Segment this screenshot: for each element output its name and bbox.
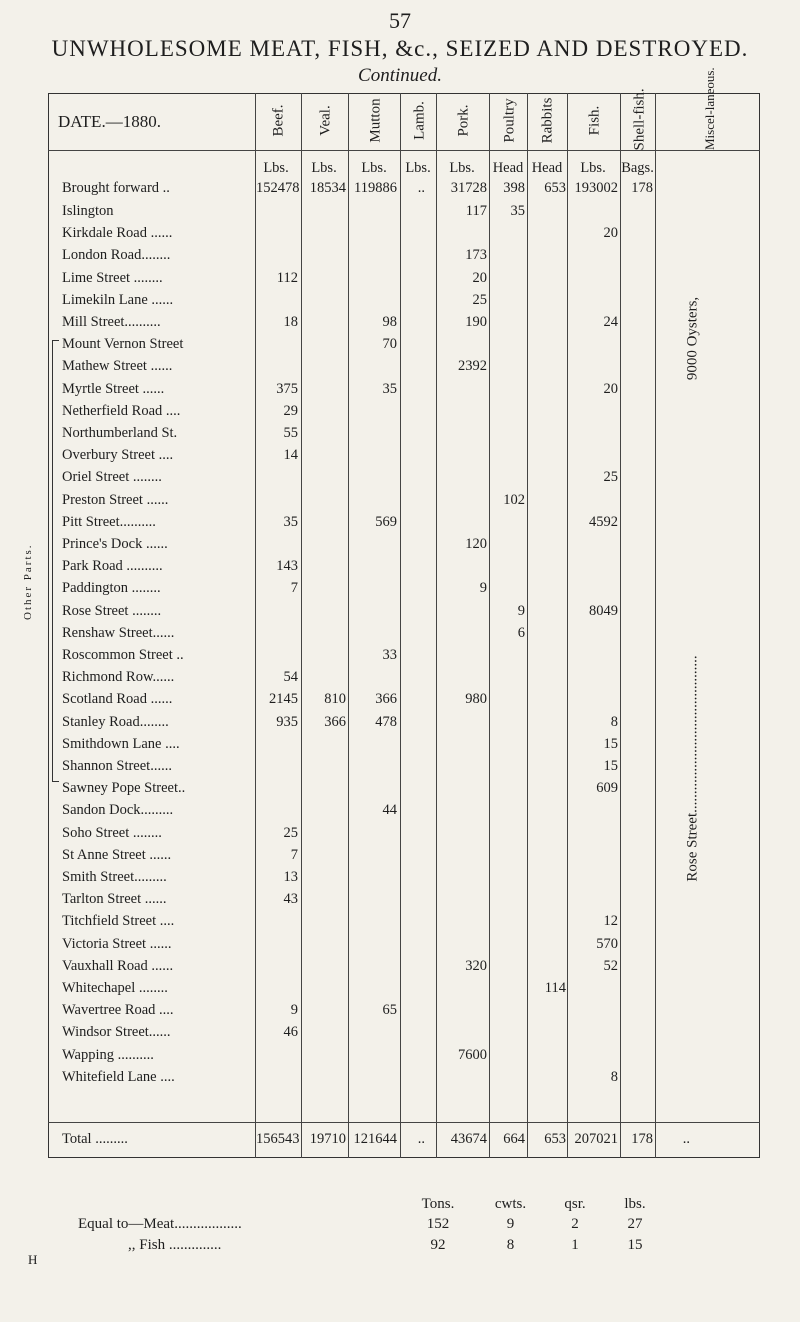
bf-pork: 31728 (450, 180, 487, 196)
eq-fish-tons: 92 (430, 1237, 446, 1253)
page-number: 57 (389, 8, 411, 33)
row-beef-value: 7 (290, 847, 298, 863)
eq-meat-lbs: 27 (627, 1216, 643, 1232)
row-beef-value: 43 (283, 891, 298, 907)
row-place: Preston Street ...... (62, 492, 169, 508)
misc-note-top: 9000 Oysters, (684, 296, 701, 381)
eq-fish-qrs: 1 (571, 1237, 579, 1253)
col-rule (567, 93, 568, 1158)
col-header-beef: Beef. (270, 104, 287, 137)
row-poultry-value: 9 (517, 603, 525, 619)
row-place: Wapping .......... (62, 1047, 154, 1063)
row-fish-value: 4592 (589, 514, 618, 530)
total-poultry: 664 (503, 1131, 525, 1147)
row-place: Pitt Street.......... (62, 514, 156, 530)
eq-meat-label: Equal to—Meat.................. (78, 1216, 242, 1232)
col-rule (255, 93, 256, 1158)
row-place: Islington (62, 203, 114, 219)
eq-meat-qrs: 2 (571, 1216, 579, 1232)
row-mutton-value: 65 (382, 1002, 397, 1018)
col-rule (655, 93, 656, 1158)
col-header-fish: Fish. (586, 105, 603, 136)
row-fish-value: 20 (603, 381, 618, 397)
total-rule (48, 1122, 760, 1123)
col-rule (400, 93, 401, 1158)
row-beef-value: 14 (283, 447, 298, 463)
group-label: Other Parts. (22, 543, 34, 620)
row-pork-value: 2392 (458, 358, 487, 374)
row-beef-value: 55 (283, 425, 298, 441)
col-rule (620, 93, 621, 1158)
unit-lamb: Lbs. (405, 160, 431, 176)
row-place: Sandon Dock......... (62, 802, 174, 818)
eq-header-qrs: qsr. (564, 1196, 586, 1212)
row-place: Prince's Dock ...... (62, 536, 168, 552)
row-beef-value: 375 (276, 381, 298, 397)
eq-fish-label: ,, Fish .............. (128, 1237, 222, 1253)
row-place: Shannon Street...... (62, 758, 172, 774)
group-bracket (52, 340, 59, 782)
row-place: Titchfield Street .... (62, 913, 175, 929)
unit-poultry: Head (492, 160, 524, 176)
row-pork-value: 320 (465, 958, 487, 974)
row-mutton-value: 478 (375, 714, 397, 730)
row-beef-value: 29 (283, 403, 298, 419)
row-place: Overbury Street .... (62, 447, 174, 463)
unit-veal: Lbs. (311, 160, 337, 176)
bf-poultry: 398 (503, 180, 525, 196)
unit-beef: Lbs. (263, 160, 289, 176)
bf-mutton: 119886 (354, 180, 397, 196)
row-beef-value: 46 (283, 1024, 298, 1040)
unit-mutton: Lbs. (361, 160, 387, 176)
row-fish-value: 8 (610, 714, 618, 730)
page-subtitle: Continued. (358, 65, 442, 86)
header-rule (48, 150, 760, 151)
row-poultry-value: 102 (503, 492, 525, 508)
row-beef-value: 25 (283, 825, 298, 841)
bf-fish: 193002 (574, 180, 618, 196)
unit-pork: Lbs. (449, 160, 475, 176)
row-fish-value: 12 (603, 913, 618, 929)
row-pork-value: 120 (465, 536, 487, 552)
row-fish-value: 570 (596, 936, 618, 952)
row-fish-value: 8049 (589, 603, 618, 619)
row-place: Richmond Row...... (62, 669, 175, 685)
row-place: Northumberland St. (62, 425, 178, 441)
row-beef-value: 143 (276, 558, 298, 574)
total-fish: 207021 (574, 1131, 618, 1147)
total-lamb: .. (417, 1131, 425, 1147)
bf-rabbits: 653 (544, 180, 566, 196)
unit-shellfish: Bags. (621, 160, 654, 176)
bf-shellfish: 178 (631, 180, 653, 196)
row-fish-value: 52 (603, 958, 618, 974)
row-fish-value: 25 (603, 469, 618, 485)
eq-meat-cwts: 9 (506, 1216, 515, 1232)
row-place: London Road........ (62, 247, 171, 263)
row-pork-value: 20 (472, 270, 487, 286)
row-place: Stanley Road........ (62, 714, 169, 730)
col-header-pork: Pork. (455, 104, 472, 137)
row-fish-value: 24 (603, 314, 618, 330)
row-place: Mount Vernon Street (62, 336, 184, 352)
row-place: Vauxhall Road ...... (62, 958, 174, 974)
row-fish-value: 15 (603, 758, 618, 774)
unit-rabbits: Head (531, 160, 563, 176)
row-fish-value: 20 (603, 225, 618, 241)
col-rule (301, 93, 302, 1158)
row-place: Smith Street......... (62, 869, 167, 885)
col-header-shellfish: Shell-fish. (631, 88, 648, 151)
row-poultry-value: 6 (517, 625, 525, 641)
eq-fish-lbs: 15 (627, 1237, 643, 1253)
col-rule (527, 93, 528, 1158)
row-place: Wavertree Road .... (62, 1002, 174, 1018)
col-header-veal: Veal. (317, 105, 334, 136)
col-header-rabbits: Rabbits (539, 97, 556, 144)
row-place: Netherfield Road .... (62, 403, 181, 419)
total-pork: 43674 (450, 1131, 487, 1147)
signature-letter: H (28, 1252, 38, 1267)
col-header-lamb: Lamb. (411, 101, 428, 140)
unit-fish: Lbs. (580, 160, 606, 176)
total-veal: 19710 (309, 1131, 346, 1147)
bf-beef: 152478 (256, 180, 300, 196)
row-mutton-value: 33 (382, 647, 397, 663)
row-place: Park Road .......... (62, 558, 163, 574)
misc-note-bottom: Rose Street.......................................... (684, 655, 701, 882)
row-rabbits-value: 114 (544, 980, 566, 996)
row-mutton-value: 44 (382, 802, 397, 818)
eq-header-tons: Tons. (421, 1196, 455, 1212)
row-pork-value: 190 (465, 314, 487, 330)
eq-header-lbs: lbs. (624, 1196, 646, 1212)
row-beef-value: 112 (276, 270, 298, 286)
row-place: Windsor Street...... (62, 1024, 171, 1040)
row-place: Whitechapel ........ (62, 980, 168, 996)
row-place: Scotland Road ...... (62, 691, 173, 707)
eq-meat-tons: 152 (426, 1216, 450, 1232)
row-mutton-value: 98 (382, 314, 397, 330)
row-beef-value: 35 (283, 514, 298, 530)
row-pork-value: 980 (465, 691, 487, 707)
row-veal-value: 810 (324, 691, 346, 707)
brought-forward-label: Brought forward .. (62, 180, 170, 196)
row-place: Lime Street ........ (62, 270, 163, 286)
date-header: DATE.—1880. (58, 112, 161, 131)
total-label: Total ......... (62, 1131, 128, 1147)
row-place: Oriel Street ........ (62, 469, 162, 485)
row-fish-value: 15 (603, 736, 618, 752)
total-beef: 156543 (256, 1131, 300, 1147)
row-pork-value: 117 (465, 203, 487, 219)
row-beef-value: 2145 (269, 691, 298, 707)
row-place: Sawney Pope Street.. (62, 780, 186, 796)
row-place: Mathew Street ...... (62, 358, 173, 374)
total-mutton: 121644 (353, 1131, 397, 1147)
row-beef-value: 18 (283, 314, 298, 330)
row-beef-value: 7 (290, 580, 298, 596)
eq-fish-cwts: 8 (506, 1237, 515, 1253)
col-header-poultry: Poultry (501, 98, 518, 143)
row-place: Paddington ........ (62, 580, 161, 596)
row-place: Limekiln Lane ...... (62, 292, 174, 308)
bf-lamb: .. (417, 180, 425, 196)
row-beef-value: 935 (276, 714, 298, 730)
row-place: Victoria Street ...... (62, 936, 172, 952)
col-header-misc: Miscel-laneous. (702, 67, 717, 150)
page-title: UNWHOLESOME MEAT, FISH, &c., SEIZED AND DESTROYED. (51, 36, 749, 61)
row-place: Smithdown Lane .... (62, 736, 180, 752)
row-veal-value: 366 (324, 714, 346, 730)
col-header-mutton: Mutton (367, 98, 384, 143)
row-mutton-value: 70 (382, 336, 397, 352)
row-place: St Anne Street ...... (62, 847, 172, 863)
row-poultry-value: 35 (510, 203, 525, 219)
row-beef-value: 13 (283, 869, 298, 885)
row-mutton-value: 569 (375, 514, 397, 530)
row-beef-value: 54 (283, 669, 298, 685)
row-beef-value: 9 (290, 1002, 298, 1018)
total-shellfish: 178 (631, 1131, 653, 1147)
total-misc: .. (682, 1131, 690, 1147)
row-pork-value: 25 (472, 292, 487, 308)
row-pork-value: 7600 (458, 1047, 487, 1063)
row-place: Whitefield Lane .... (62, 1069, 175, 1085)
total-rabbits: 653 (544, 1131, 566, 1147)
row-mutton-value: 366 (375, 691, 397, 707)
row-mutton-value: 35 (382, 381, 397, 397)
row-pork-value: 173 (465, 247, 487, 263)
row-place: Rose Street ........ (62, 603, 162, 619)
row-place: Myrtle Street ...... (62, 381, 165, 397)
row-fish-value: 609 (596, 780, 618, 796)
col-rule (348, 93, 349, 1158)
row-place: Mill Street.......... (62, 314, 161, 330)
eq-header-cwts: cwts. (494, 1196, 527, 1212)
row-fish-value: 8 (610, 1069, 618, 1085)
row-place: Roscommon Street .. (62, 647, 184, 663)
row-place: Renshaw Street...... (62, 625, 175, 641)
bf-veal: 18534 (309, 180, 346, 196)
row-place: Kirkdale Road ...... (62, 225, 173, 241)
row-place: Soho Street ........ (62, 825, 162, 841)
row-pork-value: 9 (479, 580, 487, 596)
row-place: Tarlton Street ...... (62, 891, 167, 907)
